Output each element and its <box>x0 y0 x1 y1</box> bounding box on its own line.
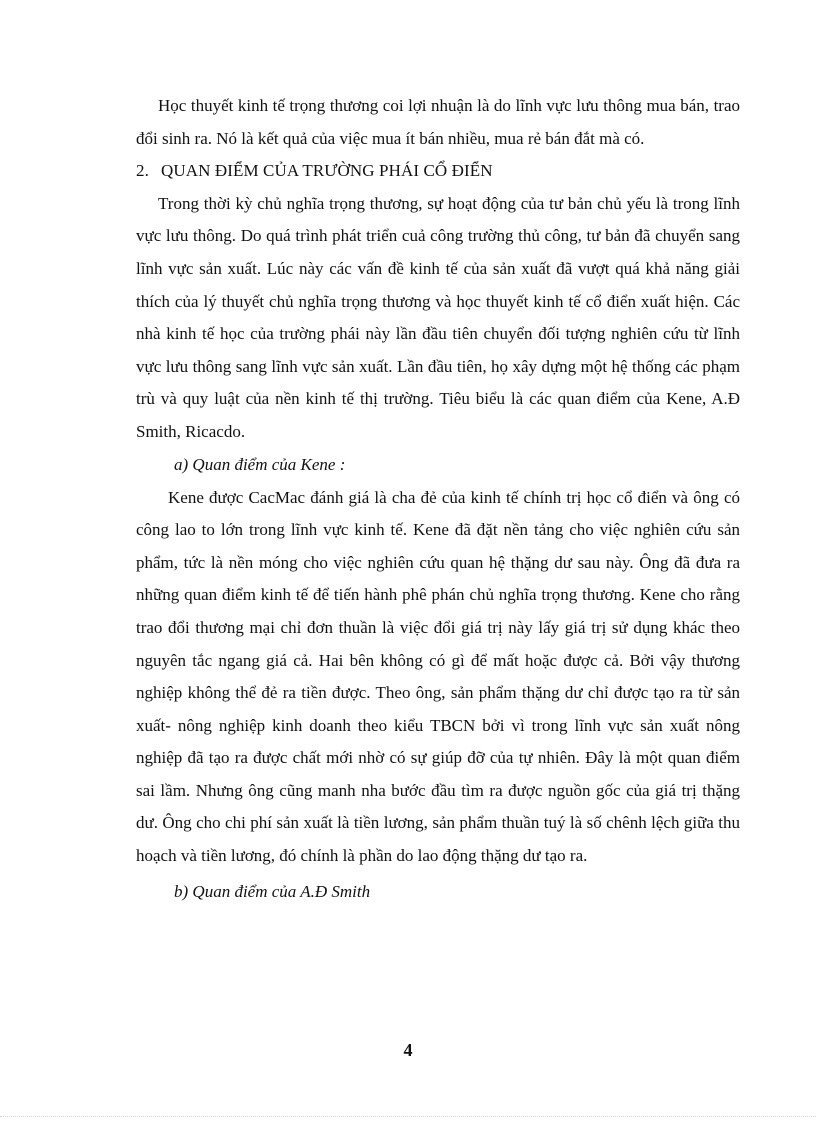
section-number: 2. <box>136 161 149 181</box>
page-number: 4 <box>403 1040 413 1060</box>
page-body <box>136 90 740 909</box>
subheading-kene: a) Quan điểm của Kene : <box>174 454 346 474</box>
section-title: QUAN ĐIỂM CỦA TRƯỜNG PHÁI CỔ ĐIỂN <box>161 161 493 181</box>
paragraph-mercantilism-profit: Học thuyết kinh tế trọng thương coi lợi nhuận là do lĩnh vực lưu thông mua bán, trao đổi sinh ra. Nó là kết quả của việc mua ít bán nhiều, mua rẻ bán đắt mà có. <box>136 96 740 148</box>
page-bottom-divider <box>0 1116 816 1117</box>
paragraph-classical-school: Trong thời kỳ chủ nghĩa trọng thương, sự hoạt động của tư bản chủ yếu là trong lĩnh vực lưu thông. Do quá trình phát triển cuả công trường thủ công, tư bản đã chuyển sang lĩnh vực sản xuất. Lúc này các vấn đề kinh tế của sản xuất đã vượt quá khả năng giải thích của lý thuyết chủ nghĩa trọng thương và học thuyết kinh tế cổ điển xuất hiện. Các nhà kinh tế học của trường phái này lần đầu tiên chuyển đối tượng nghiên cứu từ lĩnh vực lưu thông sang lĩnh vực sản xuất. Lần đầu tiên, họ xây dựng một hệ thống các phạm trù và quy luật của nền kinh tế thị trường. Tiêu biểu là các quan điểm của Kene, A.Đ Smith, Ricacdo. <box>136 193 740 441</box>
subheading-smith: b) Quan điểm của A.Đ Smith <box>174 881 371 901</box>
paragraph-kene: Kene được CacMac đánh giá là cha đẻ của kinh tế chính trị học cổ điển và ông có công lao to lớn trong lĩnh vực kinh tế. Kene đã đặt nền tảng cho việc nghiên cứu sản phẩm, tức là nền móng cho việc nghiên cứu quan hệ thặng dư sau này. Ông đã đưa ra những quan điểm kinh tế để tiến hành phê phán chủ nghĩa trọng thương. Kene cho rằng trao đổi thương mại chỉ đơn thuần là việc đổi giá trị này lấy giá trị sử dụng khác theo nguyên tắc ngang giá cả. Hai bên không có gì để mất hoặc được cả. Bởi vậy thương nghiệp không thể đẻ ra tiền được. Theo ông, sản phẩm thặng dư chỉ được tạo ra từ sản xuất- nông nghiệp kinh doanh theo kiểu TBCN bởi vì trong lĩnh vực sản xuất nông nghiệp đã tạo ra được chất mới nhờ có sự giúp đỡ của tự nhiên. Đây là một quan điểm sai lầm. Nhưng ông cũng manh nha bước đầu tìm ra được nguồn gốc của giá trị thặng dư. Ông cho chi phí sản xuất là tiền lương, sản phẩm thuần tuý là số chênh lệch giữa thu hoạch và tiền lương, đó chính là phần do lao động thặng dư tạo ra. <box>136 487 740 866</box>
section-heading <box>136 155 740 188</box>
